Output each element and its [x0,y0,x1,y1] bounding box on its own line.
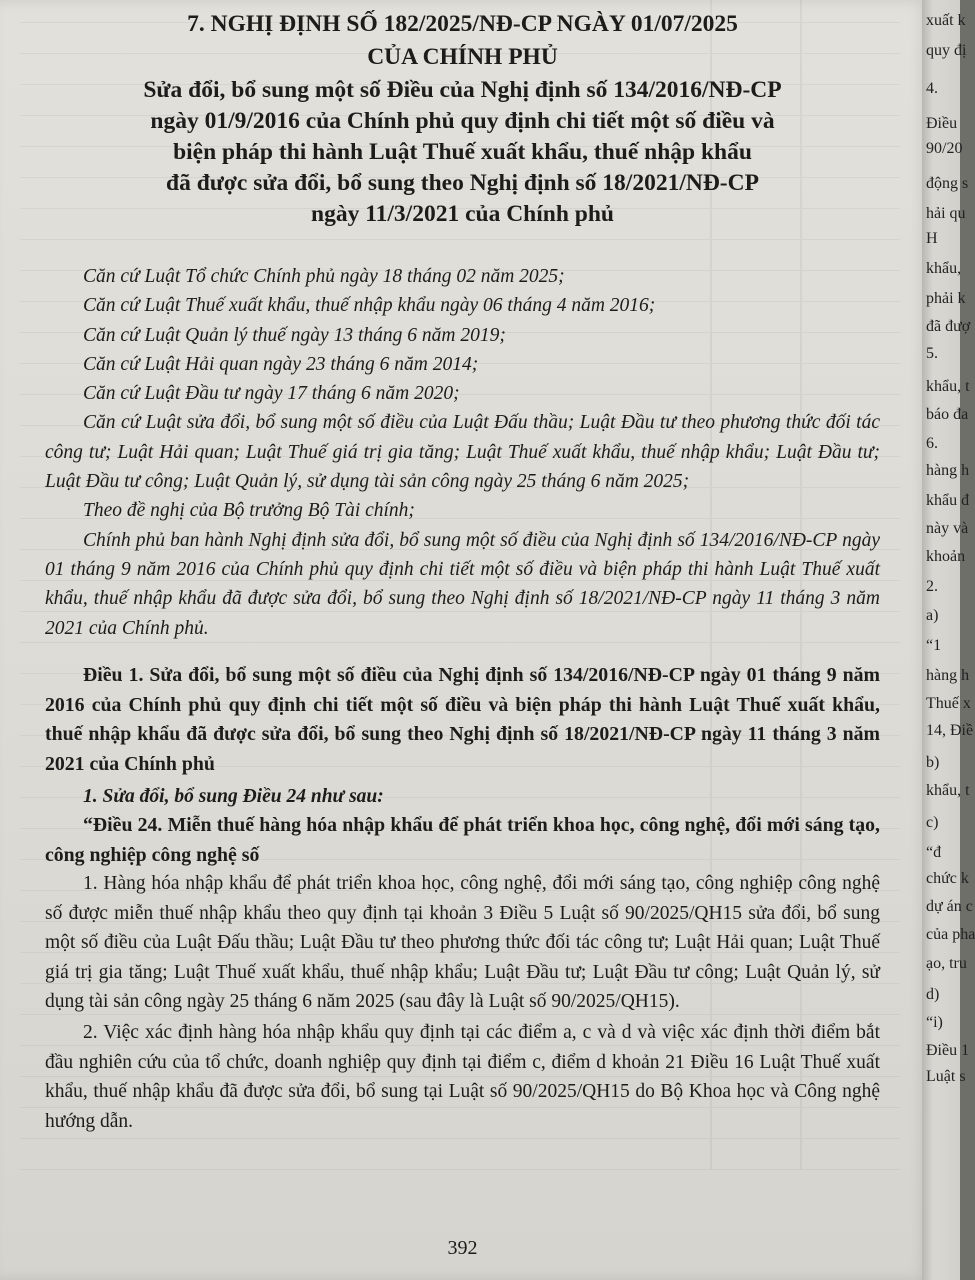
subtitle-line: biện pháp thi hành Luật Thuế xuất khẩu, thuế nhập khẩu [173,139,752,165]
legal-basis: Căn cứ Luật Đầu tư ngày 17 tháng 6 năm 2020; [83,383,460,405]
preamble [45,262,880,643]
legal-basis: Căn cứ Luật sửa đổi, bổ sung một số điều của Luật Đấu thầu; Luật Đầu tư theo phương thức đối tác công tư; Luật Hải quan; Luật Thuế giá trị gia tăng; Luật Thuế xuất khẩu, thuế nhập khẩu; Luật Đầu tư; Luật Đầu tư công; Luật Quản lý, sử dụng tài sản công ngày 25 tháng 6 năm 2025; [45,412,880,493]
bleed-text: hàng h [926,462,970,479]
bleed-text: báo đa [926,406,969,423]
legal-basis: Căn cứ Luật Tổ chức Chính phủ ngày 18 tháng 02 năm 2025; [83,266,565,287]
bleed-text: hải qu [926,205,966,222]
bleed-text: b) [926,754,940,771]
decree-subtitle [45,75,880,230]
bleed-text: d) [926,986,940,1003]
bleed-text: khoản [926,548,966,565]
bleed-text: “i) [926,1014,943,1031]
legal-basis: Căn cứ Luật Thuế xuất khẩu, thuế nhập khẩu ngày 06 tháng 4 năm 2016; [83,295,656,317]
bleed-text: khẩu đ [926,492,970,509]
bleed-text: Điều 1 [926,1042,970,1059]
article-24-heading: “Điều 24. Miễn thuế hàng hóa nhập khẩu để phát triển khoa học, công nghệ, đổi mới sáng tạo, công nghiệp công nghệ số [45,814,880,866]
promulgation-line: Chính phủ ban hành Nghị định sửa đổi, bổ sung một số điều của Nghị định số 134/2016/NĐ-CP ngày 01 tháng 9 năm 2016 của Chính phủ quy định chi tiết một số điều và biện pháp thi hành Luật Thuế xuất khẩu, thuế nhập khẩu đã được sửa đổi, bổ sung theo Nghị định số 18/2021/NĐ-CP ngày 11 tháng 3 năm 2021 của Chính phủ. [45,529,880,639]
bleed-text: dự án c [926,898,973,915]
bleed-text: 2. [926,578,938,595]
bleed-text: ạo, tru [926,955,967,972]
bleed-text: H [926,230,938,247]
bleed-text: 14, Điề [926,722,974,739]
bleed-text: của pha [926,926,975,943]
bleed-text: “1 [926,637,942,654]
page-number: 392 [447,1237,478,1259]
bleed-text: c) [926,814,939,831]
bleed-text: 90/20 [926,140,963,157]
clause-1: 1. Hàng hóa nhập khẩu để phát triển khoa học, công nghệ, đổi mới sáng tạo, công nghiệp công nghệ số được miễn thuế nhập khẩu theo quy định tại khoản 3 Điều 5 Luật số 90/2025/QH15 sửa đổi, bổ sung một số điều của Luật Đấu thầu; Luật Đầu tư theo phương thức đối tác công tư; Luật Hải quan; Luật Thuế giá trị gia tăng; Luật Thuế xuất khẩu, thuế nhập khẩu; Luật Đầu tư; Luật Đầu tư công; Luật Quản lý, sử dụng tài sản công ngày 25 tháng 6 năm 2025 (sau đây là Luật số 90/2025/QH15). [45,873,880,1012]
bleed-text: 5. [926,345,938,362]
subtitle-line: ngày 11/3/2021 của Chính phủ [311,201,614,227]
bleed-text: hàng h [926,667,970,684]
clause-2: 2. Việc xác định hàng hóa nhập khẩu quy định tại các điểm a, c và d và việc xác định thời điểm bắt đầu nghiên cứu của tổ chức, doanh nghiệp quy định tại điểm c, điểm d khoản 21 Điều 16 Luật Thuế xuất khẩu, thuế nhập khẩu đã được sửa đổi, bổ sung tại Luật số 90/2025/QH15 do Bộ Khoa học và Công nghệ hướng dẫn. [45,1022,880,1132]
article-1-heading: Điều 1. Sửa đổi, bổ sung một số điều của Nghị định số 134/2016/NĐ-CP ngày 01 tháng 9 năm 2016 của Chính phủ quy định chi tiết một số điều và biện pháp thi hành Luật Thuế xuất khẩu, thuế nhập khẩu đã được sửa đổi, bổ sung theo Nghị định số 18/2021/NĐ-CP ngày 11 tháng 3 năm 2021 của Chính phủ [45,664,880,775]
bleed-text: xuất k [926,12,966,29]
bleed-text: “đ [926,844,942,861]
decree-title: 7. NGHỊ ĐỊNH SỐ 182/2025/NĐ-CP NGÀY 01/07/2025 [187,11,738,37]
legal-basis: Căn cứ Luật Hải quan ngày 23 tháng 6 năm 2014; [83,353,479,375]
bleed-text: Điều [926,115,958,132]
bleed-text: chức k [926,870,969,887]
section-1-heading: 1. Sửa đổi, bổ sung Điều 24 như sau: [83,786,384,807]
legal-basis: Căn cứ Luật Quản lý thuế ngày 13 tháng 6 năm 2019; [83,324,506,346]
subtitle-line: Sửa đổi, bổ sung một số Điều của Nghị định số 134/2016/NĐ-CP [143,77,782,103]
bleed-text: 4. [926,80,938,97]
bleed-text: Luật s [926,1068,966,1085]
bleed-text: này và [926,520,969,537]
bleed-text: quy đị [926,42,967,59]
bleed-text: khẩu, t [926,782,970,799]
adjacent-page-edge [922,0,975,1280]
bleed-text: đã đượ [926,318,971,335]
subtitle-line: ngày 01/9/2016 của Chính phủ quy định chi tiết một số điều và [150,108,775,134]
bleed-text: phải k [926,290,966,307]
decree-issuer: CỦA CHÍNH PHỦ [367,44,558,70]
bleed-text: Thuế x [926,695,971,712]
proposal-line: Theo đề nghị của Bộ trưởng Bộ Tài chính; [83,500,415,522]
subtitle-line: đã được sửa đổi, bổ sung theo Nghị định số 18/2021/NĐ-CP [166,170,759,196]
bleed-text: khẩu, t [926,378,970,395]
bleed-text: a) [926,607,939,624]
bleed-text: động s [926,175,969,192]
bleed-text: 6. [926,435,938,452]
bleed-text: khẩu, [926,260,962,277]
